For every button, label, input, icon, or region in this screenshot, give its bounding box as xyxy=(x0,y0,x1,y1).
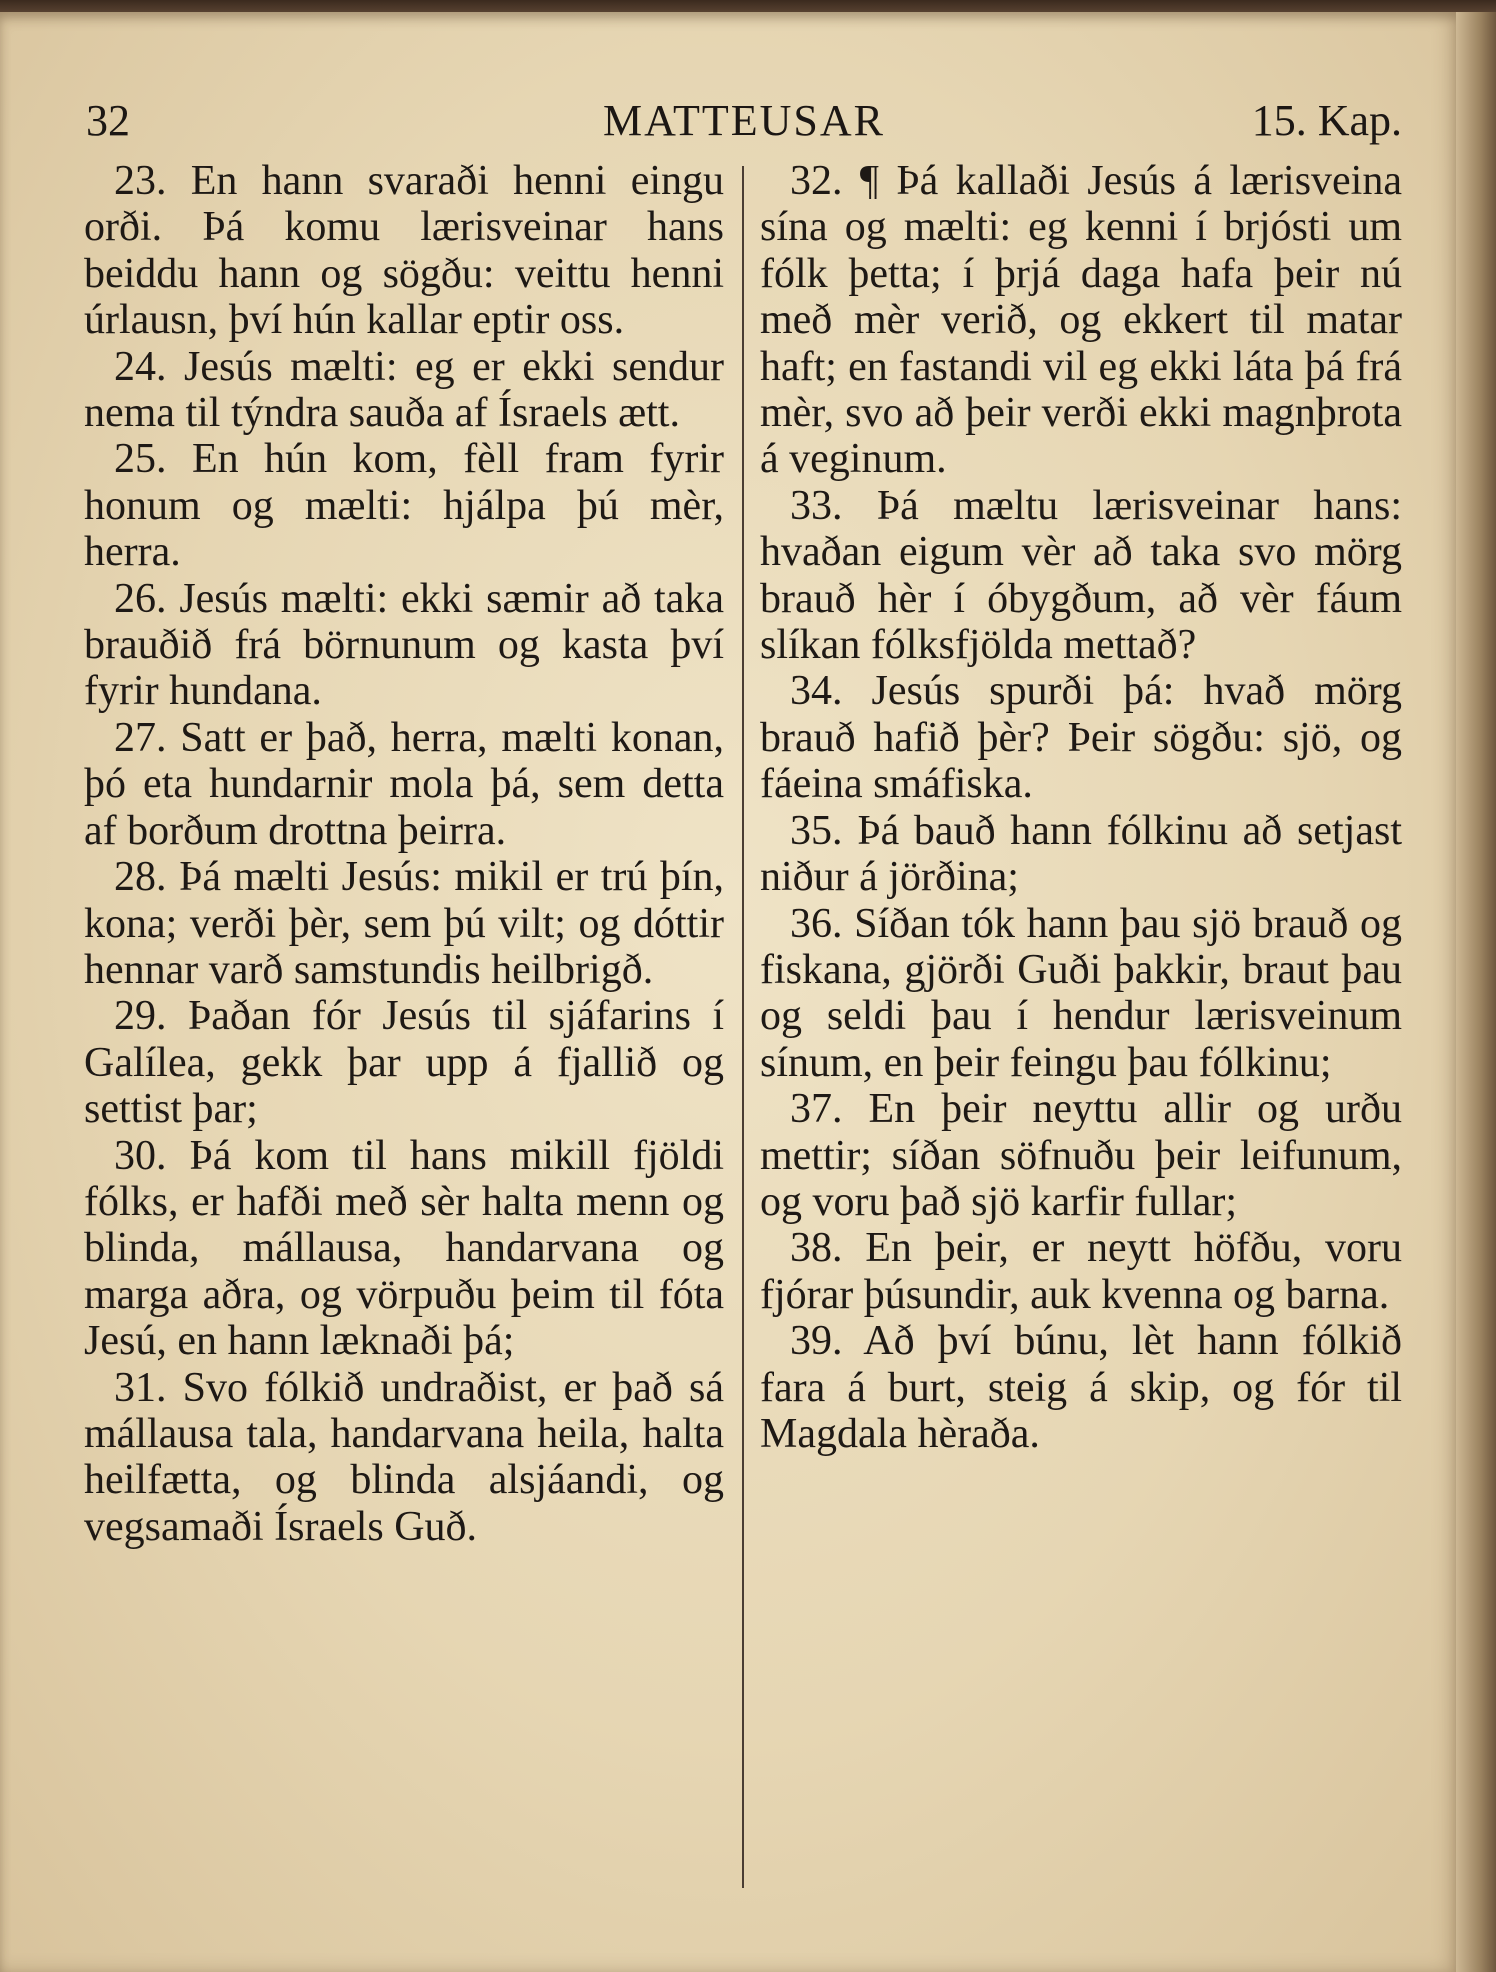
verse-32: 32. ¶ Þá kallaði Jesús á lærisveina sína og mælti: eg kenni í brjósti um fólk þetta; í þrjá daga hafa þeir nú með mèr verið, og ekkert til matar haft; en fastandi vil eg ekki láta þá frá mèr, svo að þeir verði ekki magnþrota á veginum. xyxy=(760,158,1402,483)
right-column xyxy=(760,158,1402,1457)
verse-34: 34. Jesús spurði þá: hvað mörg brauð hafið þèr? Þeir sögðu: sjö, og fáeina smáfiska. xyxy=(760,668,1402,808)
page-number: 32 xyxy=(86,96,130,145)
verse-30: 30. Þá kom til hans mikill fjöldi fólks, er hafði með sèr halta menn og blinda, mállausa, handarvana og marga aðra, og vörpuðu þeim til fóta Jesú, en hann læknaði þá; xyxy=(84,1132,724,1365)
verse-26: 26. Jesús mælti: ekki sæmir að taka brauðið frá börnunum og kasta því fyrir hundana. xyxy=(84,575,724,715)
chapter-label: 15. Kap. xyxy=(1251,96,1402,145)
verse-31: 31. Svo fólkið undraðist, er það sá mállausa tala, handarvana heila, halta heilfætta, og blinda alsjáandi, og vegsamaði Ísraels Guð. xyxy=(84,1364,724,1550)
verse-36: 36. Síðan tók hann þau sjö brauð og fiskana, gjörði Guði þakkir, braut þau og seldi þau í hendur lærisveinum sínum, en þeir feingu þau fólkinu; xyxy=(760,900,1402,1086)
verse-37: 37. En þeir neyttu allir og urðu mettir; síðan söfnuðu þeir leifunum, og voru það sjö karfir fullar; xyxy=(760,1086,1402,1225)
verse-28: 28. Þá mælti Jesús: mikil er trú þín, kona; verði þèr, sem þú vilt; og dóttir hennar varð samstundis heilbrigð. xyxy=(84,854,724,993)
left-column xyxy=(84,158,724,1550)
verse-33: 33. Þá mæltu lærisveinar hans: hvaðan eigum vèr að taka svo mörg brauð hèr í óbygðum, að vèr fáum slíkan fólksfjölda mettað? xyxy=(760,482,1402,669)
column-divider xyxy=(742,166,744,1888)
page-edge-shadow xyxy=(1456,12,1496,1972)
verse-27: 27. Satt er það, herra, mælti konan, þó eta hundarnir mola þá, sem detta af borðum drottna þeirra. xyxy=(84,714,724,854)
verse-35: 35. Þá bauð hann fólkinu að setjast niður á jörðina; xyxy=(760,807,1402,901)
verse-39: 39. Að því búnu, lèt hann fólkið fara á burt, steig á skip, og fór til Magdala hèraða. xyxy=(760,1318,1402,1457)
book-title: MATTEUSAR xyxy=(602,96,886,145)
running-header xyxy=(86,96,1402,146)
verse-24: 24. Jesús mælti: eg er ekki sendur nema til týndra sauða af Ísraels ætt. xyxy=(84,343,724,437)
verse-38: 38. En þeir, er neytt höfðu, voru fjórar þúsundir, auk kvenna og barna. xyxy=(760,1225,1402,1318)
verse-23: 23. En hann svaraði henni eingu orði. Þá komu lærisveinar hans beiddu hann og sögðu: veittu henni úrlausn, því hún kallar eptir oss. xyxy=(84,158,724,344)
verse-29: 29. Þaðan fór Jesús til sjáfarins í Galílea, gekk þar upp á fjallið og settist þar; xyxy=(84,993,724,1133)
verse-25: 25. En hún kom, fèll fram fyrir honum og mælti: hjálpa þú mèr, herra. xyxy=(84,436,724,576)
